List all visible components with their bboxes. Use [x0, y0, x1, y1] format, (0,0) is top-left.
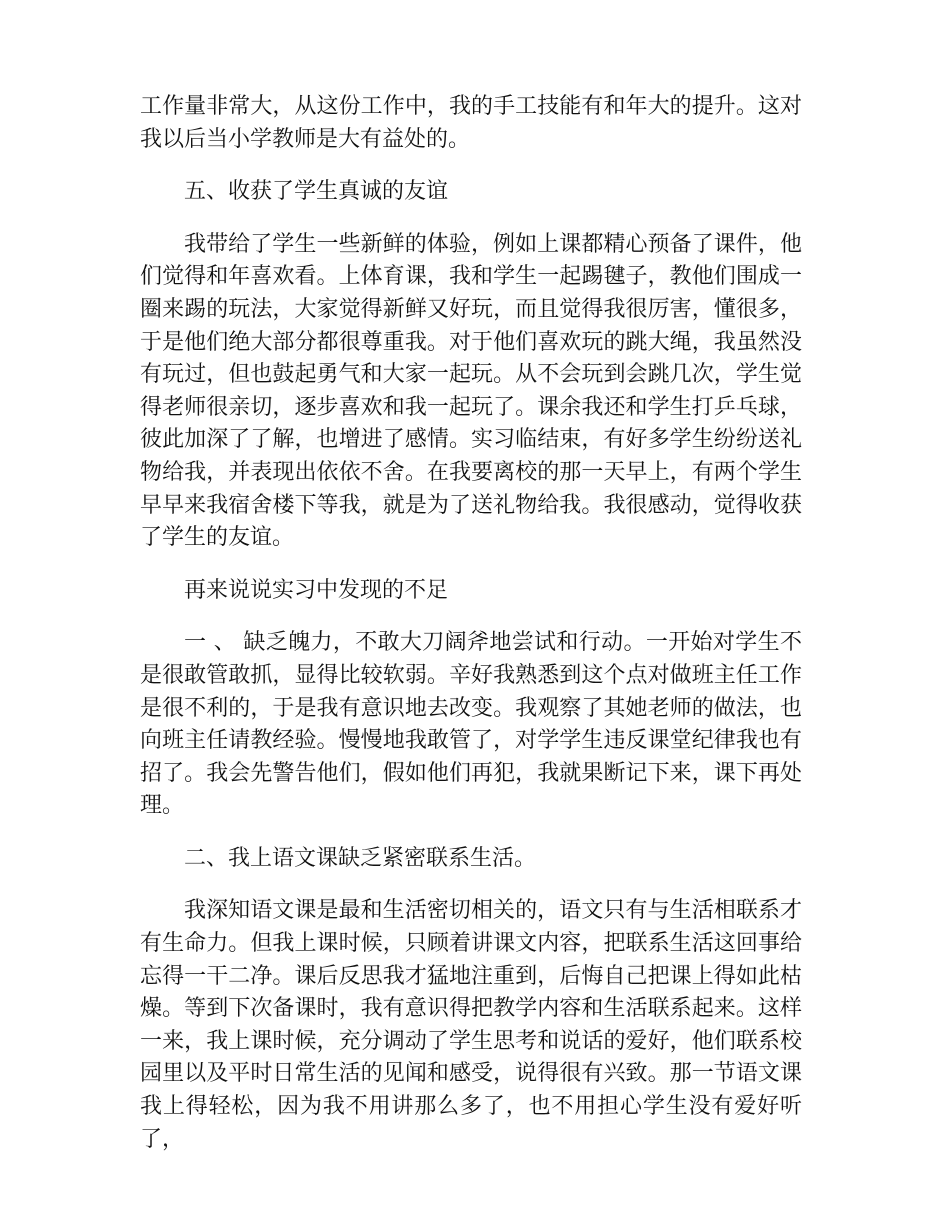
- section-heading-friendship: 五、收获了学生真诚的友谊: [184, 179, 449, 205]
- paragraph-shortcoming-one: 一 、 缺乏魄力，不敢大刀阔斧地尝试和行动。一开始对学生不是很敢管敢抓，显得比较软弱。辛好我熟悉到这个点对做班主任工作是很不利的，于是我有意识地去改变。我观察了其她老师的做法，也向班主任请教经验。慢慢地我敢管了，对学学生违反课堂纪律我也有招了。我会先警告他们，假如他们再犯，我就果断记下来，课下再处理。: [140, 630, 802, 819]
- section-heading-shortcomings: 再来说说实习中发现的不足: [184, 577, 449, 603]
- paragraph-continuation: 工作量非常大，从这份工作中，我的手工技能有和年大的提升。这对我以后当小学教师是大有益处的。: [140, 94, 802, 152]
- paragraph-chinese-class: 我深知语文课是最和生活密切相关的，语文只有与生活相联系才有生命力。但我上课时候，只顾着讲课文内容，把联系生活这回事给忘得一干二净。课后反思我才猛地注重到，后悔自己把课上得如此枯燥。等到下次备课时，我有意识得把教学内容和生活联系起来。这样一来，我上课时候，充分调动了学生思考和说话的爱好，他们联系校园里以及平时日常生活的见闻和感受，说得很有兴致。那一节语文课我上得轻松，因为我不用讲那么多了，也不用担心学生没有爱好听了，: [140, 898, 802, 1152]
- document-page: [140, 91, 802, 1156]
- section-heading-chinese-class: 二、我上语文课缺乏紧密联系生活。: [184, 845, 537, 871]
- paragraph-friendship: 我带给了学生一些新鲜的体验，例如上课都精心预备了课件，他们觉得和年喜欢看。上体育课，我和学生一起踢毽子，教他们围成一圈来踢的玩法，大家觉得新鲜又好玩，而且觉得我很厉害，懂很多，于是他们绝大部分都很尊重我。对于他们喜欢玩的跳大绳，我虽然没有玩过，但也鼓起勇气和大家一起玩。从不会玩到会跳几次，学生觉得老师很亲切，逐步喜欢和我一起玩了。课余我还和学生打乒乓球，彼此加深了了解，也增进了感情。实习临结束，有好多学生纷纷送礼物给我，并表现出依依不舍。在我要离校的那一天早上，有两个学生早早来我宿舍楼下等我，就是为了送礼物给我。我很感动，觉得收获了学生的友谊。: [140, 231, 802, 551]
